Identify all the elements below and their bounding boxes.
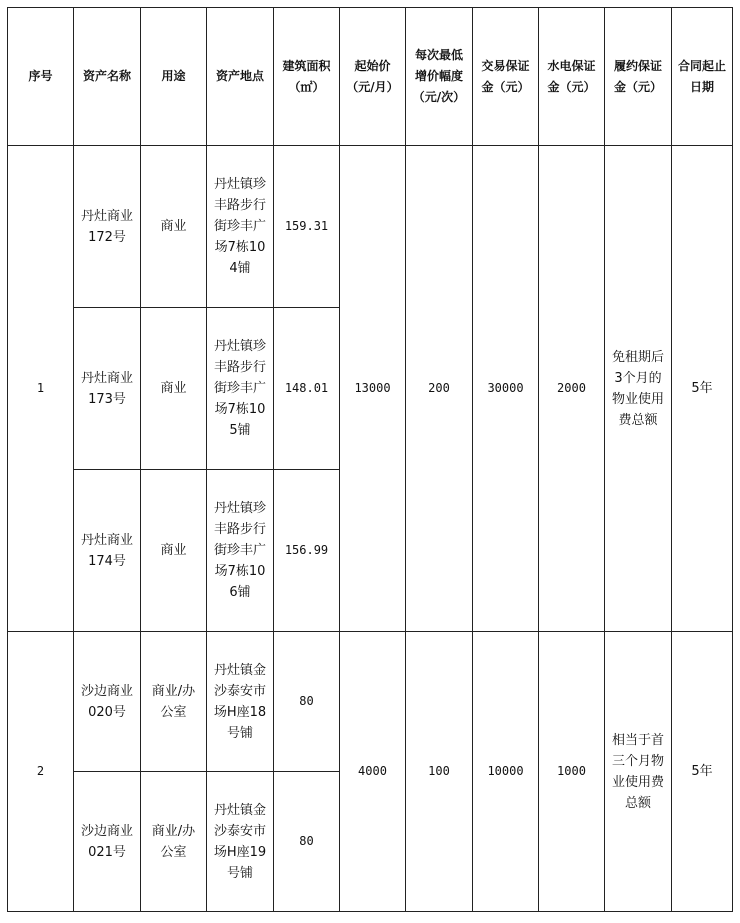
seq-cell: 1 [8, 146, 74, 632]
usage-cell: 商业 [141, 146, 207, 308]
usage-cell: 商业/办公室 [141, 772, 207, 912]
area-cell: 80 [274, 632, 340, 772]
contract-term-cell: 5年 [672, 632, 733, 912]
location-cell: 丹灶镇金沙泰安市场H座18号铺 [207, 632, 274, 772]
area-cell: 159.31 [274, 146, 340, 308]
performance-deposit-cell: 相当于首三个月物业使用费总额 [605, 632, 672, 912]
area-cell: 148.01 [274, 308, 340, 470]
trade-deposit-cell: 10000 [473, 632, 539, 912]
usage-cell: 商业 [141, 470, 207, 632]
header-min-increment: 每次最低增价幅度（元/次） [406, 8, 473, 146]
asset-name-cell: 丹灶商业172号 [74, 146, 141, 308]
header-location: 资产地点 [207, 8, 274, 146]
header-utility-deposit: 水电保证金（元） [539, 8, 605, 146]
min-increment-cell: 100 [406, 632, 473, 912]
area-cell: 156.99 [274, 470, 340, 632]
header-contract-term: 合同起止日期 [672, 8, 733, 146]
location-cell: 丹灶镇珍丰路步行街珍丰广场7栋104铺 [207, 146, 274, 308]
header-seq: 序号 [8, 8, 74, 146]
table-row [8, 632, 733, 772]
header-performance-deposit: 履约保证金（元） [605, 8, 672, 146]
asset-name-cell: 沙边商业021号 [74, 772, 141, 912]
asset-name-cell: 丹灶商业174号 [74, 470, 141, 632]
header-trade-deposit: 交易保证金（元） [473, 8, 539, 146]
header-row [8, 8, 733, 146]
table-row [8, 146, 733, 308]
header-asset-name: 资产名称 [74, 8, 141, 146]
header-area: 建筑面积（㎡） [274, 8, 340, 146]
asset-auction-table [7, 7, 733, 912]
min-increment-cell: 200 [406, 146, 473, 632]
location-cell: 丹灶镇金沙泰安市场H座19号铺 [207, 772, 274, 912]
start-price-cell: 4000 [340, 632, 406, 912]
trade-deposit-cell: 30000 [473, 146, 539, 632]
asset-name-cell: 丹灶商业173号 [74, 308, 141, 470]
header-start-price: 起始价（元/月） [340, 8, 406, 146]
asset-name-cell: 沙边商业020号 [74, 632, 141, 772]
usage-cell: 商业 [141, 308, 207, 470]
header-usage: 用途 [141, 8, 207, 146]
area-cell: 80 [274, 772, 340, 912]
performance-deposit-cell: 免租期后3个月的物业使用费总额 [605, 146, 672, 632]
start-price-cell: 13000 [340, 146, 406, 632]
location-cell: 丹灶镇珍丰路步行街珍丰广场7栋105铺 [207, 308, 274, 470]
utility-deposit-cell: 1000 [539, 632, 605, 912]
utility-deposit-cell: 2000 [539, 146, 605, 632]
location-cell: 丹灶镇珍丰路步行街珍丰广场7栋106铺 [207, 470, 274, 632]
contract-term-cell: 5年 [672, 146, 733, 632]
usage-cell: 商业/办公室 [141, 632, 207, 772]
seq-cell: 2 [8, 632, 74, 912]
